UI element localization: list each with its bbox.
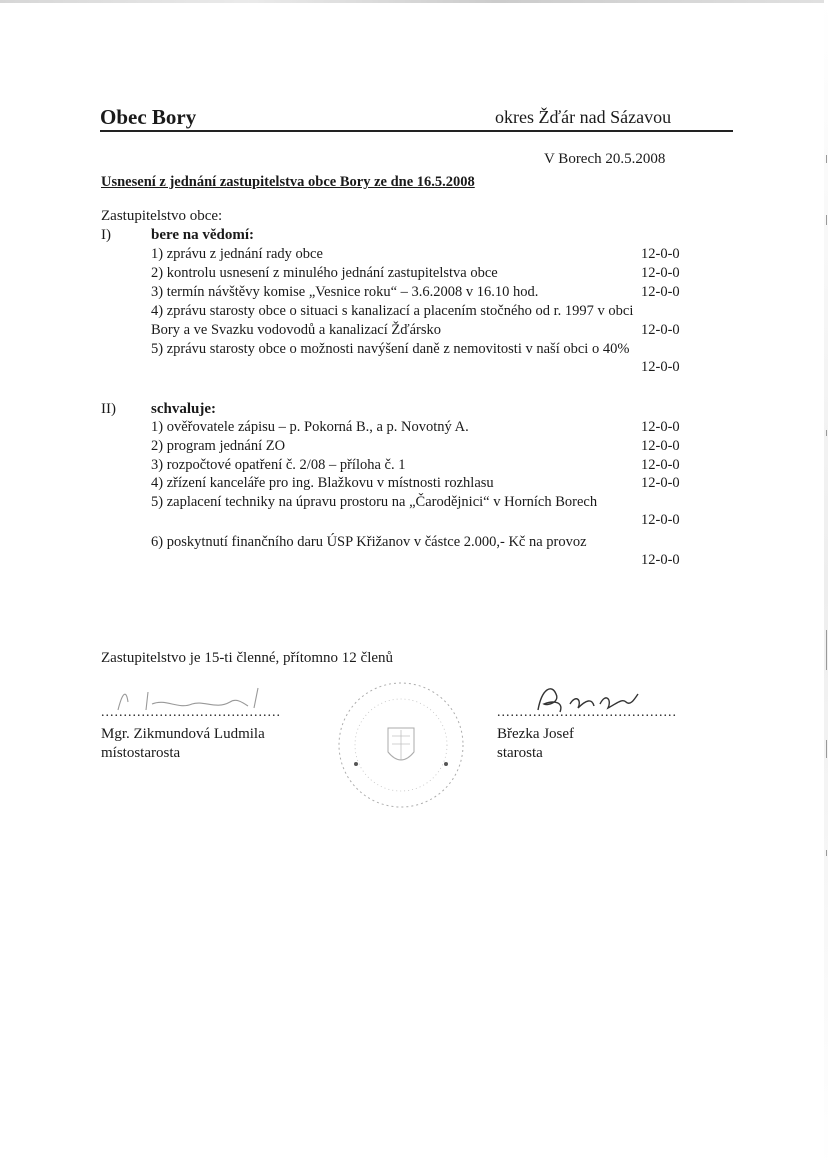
section1-item: 5) zprávu starosty obce o možnosti navýšení daně z nemovitosti v naší obci o 40% (151, 341, 630, 357)
section2-item-vote: 12-0-0 (641, 552, 680, 568)
section2-item: 3) rozpočtové opatření č. 2/08 – příloha č. 1 (151, 457, 406, 473)
section1-heading: bere na vědomí: (151, 227, 255, 243)
municipality-title: Obec Bory (100, 105, 197, 129)
right-signatory-role: starosta (497, 745, 543, 761)
header-rule (100, 130, 733, 132)
section2-item-vote: 12-0-0 (641, 475, 680, 491)
section1-item-continued: Bory a ve Svazku vodovodů a kanalizací Žďársko (151, 322, 442, 338)
section1-item-vote: 12-0-0 (641, 359, 680, 375)
scan-top-edge (0, 0, 828, 3)
place-date: V Borech 20.5.2008 (544, 151, 666, 167)
section2-item-vote: 12-0-0 (641, 457, 680, 473)
section2-item: 4) zřízení kanceláře pro ing. Blažkovu v místnosti rozhlasu (151, 475, 494, 491)
section1-item: 3) termín návštěvy komise „Vesnice roku“ – 3.6.2008 v 16.10 hod. (151, 284, 539, 300)
left-signatory-name: Mgr. Zikmundová Ludmila (101, 726, 265, 742)
section2-item-vote: 12-0-0 (641, 512, 680, 528)
left-signatory-role: místostarosta (101, 745, 181, 761)
section2-item: 2) program jednání ZO (151, 438, 286, 454)
section2-number: II) (101, 401, 116, 417)
section2-item: 1) ověřovatele zápisu – p. Pokorná B., a p. Novotný A. (151, 419, 469, 435)
attendance-note: Zastupitelstvo je 15-ti členné, přítomno 12 členů (101, 650, 394, 666)
section1-item-vote: 12-0-0 (641, 322, 680, 338)
section1-item: 1) zprávu z jednání rady obce (151, 246, 323, 262)
section1-item-vote: 12-0-0 (641, 265, 680, 281)
section2-item-vote: 12-0-0 (641, 419, 680, 435)
district-name: okres Žďár nad Sázavou (495, 107, 672, 127)
intro-text: Zastupitelstvo obce: (101, 208, 223, 224)
section2-item: 6) poskytnutí finančního daru ÚSP Křižanov v částce 2.000,- Kč na provoz (151, 534, 587, 550)
section1-number: I) (101, 227, 111, 243)
scan-right-edge (824, 0, 828, 1170)
section2-item-vote: 12-0-0 (641, 438, 680, 454)
section1-item-vote: 12-0-0 (641, 284, 680, 300)
section2-heading: schvaluje: (151, 401, 216, 417)
right-signature-line: ........................................ (497, 705, 677, 720)
left-signature-line: ........................................ (101, 705, 281, 720)
section2-item: 5) zaplacení techniky na úpravu prostoru na „Čarodějnici“ v Horních Borech (151, 494, 598, 510)
section1-item: 4) zprávu starosty obce o situaci s kanalizací a placením stočného od r. 1997 v obci (151, 303, 634, 319)
municipal-stamp (336, 680, 466, 810)
resolution-subject: Usnesení z jednání zastupitelstva obce Bory ze dne 16.5.2008 (101, 174, 475, 190)
section1-item: 2) kontrolu usnesení z minulého jednání zastupitelstva obce (151, 265, 498, 281)
right-signatory-name: Březka Josef (497, 726, 575, 742)
section1-item-vote: 12-0-0 (641, 246, 680, 262)
